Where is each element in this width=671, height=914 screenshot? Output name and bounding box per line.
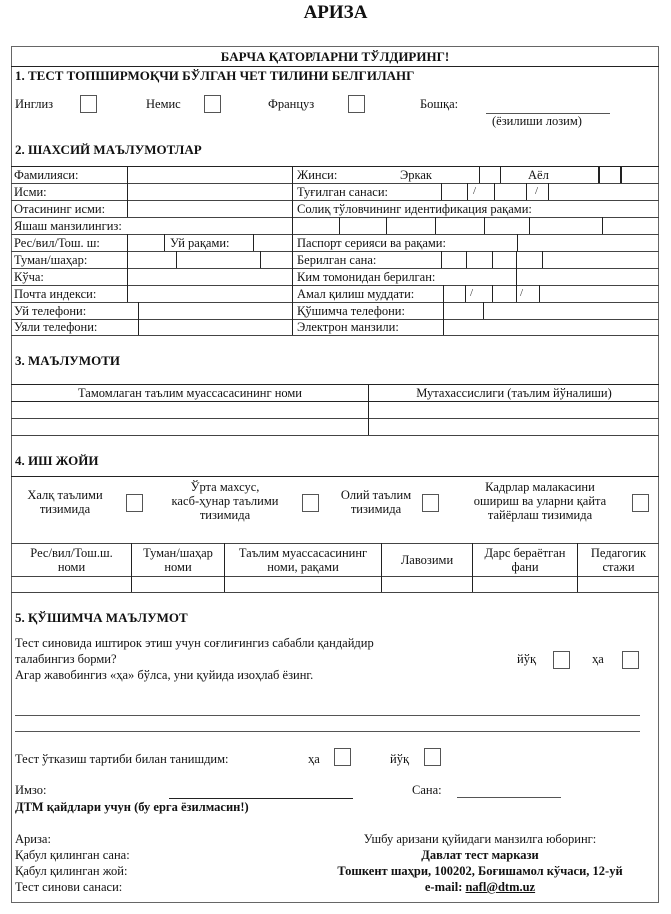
divider — [11, 384, 659, 385]
page-title: АРИЗА — [303, 2, 368, 23]
email-input[interactable] — [444, 320, 658, 335]
specialty-column-header: Мутахассислиги (таълим йўналиши) — [416, 386, 612, 400]
institution-input-1[interactable] — [12, 402, 367, 418]
section-3-heading: 3. МАЪЛУМОТИ — [15, 353, 120, 368]
work-subject-input[interactable] — [473, 577, 576, 592]
birth-date-input[interactable] — [442, 184, 642, 200]
validity-input[interactable] — [444, 286, 658, 302]
issue-date-label: Берилган сана: — [297, 253, 377, 267]
name-input[interactable] — [128, 184, 291, 200]
email-label: Электрон манзили: — [297, 320, 399, 334]
health-no-label: йўқ — [517, 652, 537, 666]
gender-female-label: Аёл — [528, 168, 549, 182]
divider — [11, 592, 659, 593]
home-phone-input[interactable] — [139, 303, 291, 319]
house-number-input[interactable] — [254, 235, 291, 251]
banner: БАРЧА ҚАТОРЛАРНИ ТЎЛДИРИНГ! — [220, 49, 450, 64]
work-institution-input[interactable] — [225, 577, 380, 592]
header-line: Туман/шаҳар — [143, 546, 213, 560]
section-5-heading: 5. ҚЎШИМЧА МАЪЛУМОТ — [15, 610, 188, 625]
gender-label: Жинси: — [297, 168, 338, 182]
mobile-phone-label: Уяли телефони: — [14, 320, 98, 334]
postcode-input[interactable] — [128, 286, 291, 302]
divider — [11, 66, 659, 67]
name-label: Исми: — [14, 185, 47, 199]
date-input[interactable] — [457, 797, 561, 798]
surname-label: Фамилияси: — [14, 168, 79, 182]
option-english-label: Инглиз — [15, 97, 54, 111]
rules-yes-label: ҳа — [308, 752, 320, 766]
work-region-input[interactable] — [12, 577, 130, 592]
health-yes-label: ҳа — [592, 652, 604, 666]
divider — [292, 166, 293, 335]
street-label: Кўча: — [14, 270, 44, 284]
header-line: номи — [57, 560, 86, 574]
divider — [500, 166, 501, 183]
option-english-checkbox[interactable] — [80, 95, 97, 113]
dtm-note: ДТМ қайдлари учун (бу ерга ёзилмасин!) — [15, 800, 249, 814]
divider — [11, 476, 659, 477]
label-line: тизимида — [39, 502, 91, 516]
patronymic-label: Отасининг исми: — [14, 202, 106, 216]
street-input[interactable] — [128, 269, 291, 285]
health-no-checkbox[interactable] — [553, 651, 570, 669]
health-yes-checkbox[interactable] — [622, 651, 639, 669]
divider — [620, 166, 622, 183]
label-line: тизимида — [199, 508, 251, 522]
header-line: Таълим муассасасининг — [238, 546, 368, 560]
region-label: Рес/вил/Тош. ш: — [14, 236, 100, 250]
option-french-label: Француз — [268, 97, 315, 111]
label-line: Кадрлар малакасини — [485, 480, 595, 494]
option-other-label: Бошқа: — [420, 97, 459, 111]
system-public-education-label — [15, 488, 115, 516]
label-line: Халқ таълими — [27, 488, 103, 502]
header-line: номи, рақами — [267, 560, 339, 574]
header-line: Дарс бераётган — [484, 546, 566, 560]
signature-label: Имзо: — [15, 783, 47, 797]
label-line: Олий таълим — [340, 488, 412, 502]
send-to-text: Ушбу аризани қуйидаги манзилга юборинг: — [363, 832, 597, 846]
header-line: фани — [511, 560, 539, 574]
health-question-line2: талабингиз борми? — [15, 652, 117, 666]
footer-test-date-label: Тест синови санаси: — [15, 880, 123, 894]
system-retraining-checkbox[interactable] — [632, 494, 649, 512]
label-line: ошириш ва уларни қайта — [473, 494, 607, 508]
issue-date-input[interactable] — [442, 252, 658, 268]
divider — [11, 543, 659, 544]
date-separator: / — [473, 185, 477, 197]
work-column-experience — [578, 546, 659, 574]
health-explanation-line-1[interactable] — [15, 715, 640, 716]
address-label: Яшаш манзилингиз: — [14, 219, 122, 233]
section-2-heading: 2. ШАХСИЙ МАЪЛУМОТЛАР — [15, 142, 202, 157]
divider — [443, 302, 444, 319]
gender-male-checkbox[interactable] — [480, 167, 499, 183]
district-label: Туман/шаҳар: — [14, 253, 88, 267]
footer-received-date-label: Қабул қилинган сана: — [15, 848, 130, 862]
gender-female-checkbox[interactable] — [600, 167, 619, 183]
org-address: Тошкент шаҳри, 100202, Боғишамол кўчаси, 12-уй — [337, 864, 623, 878]
postcode-label: Почта индекси: — [14, 287, 97, 301]
org-email-row — [300, 880, 660, 894]
option-other-hint: (ёзилиши лозим) — [492, 114, 582, 128]
rules-yes-checkbox[interactable] — [334, 748, 351, 766]
mobile-phone-input[interactable] — [139, 320, 291, 335]
option-french-checkbox[interactable] — [348, 95, 365, 113]
divider — [164, 234, 165, 251]
date-separator: / — [535, 185, 539, 197]
work-experience-input[interactable] — [578, 577, 658, 592]
divider — [11, 335, 659, 336]
health-question-line3: Агар жавобингиз «ҳа» бўлса, уни қуйида изоҳлаб ёзинг. — [15, 668, 314, 682]
rules-no-checkbox[interactable] — [424, 748, 441, 766]
divider — [11, 200, 659, 201]
patronymic-input[interactable] — [128, 201, 291, 217]
work-column-institution — [225, 546, 381, 574]
extra-phone-label: Қўшимча телефони: — [297, 304, 405, 318]
system-vocational-label — [155, 480, 295, 522]
validity-label: Амал қилиш муддати: — [297, 287, 415, 301]
date-label: Сана: — [412, 783, 442, 797]
option-german-label: Немис — [146, 97, 181, 111]
rules-no-label: йўқ — [390, 752, 410, 766]
institution-input-2[interactable] — [12, 419, 367, 435]
footer-application-label: Ариза: — [15, 832, 51, 846]
tin-input[interactable] — [293, 218, 658, 234]
option-german-checkbox[interactable] — [204, 95, 221, 113]
label-line: тизимида — [350, 502, 402, 516]
region-input[interactable] — [128, 235, 163, 251]
work-column-district — [132, 546, 224, 574]
label-line: тайёрлаш тизимида — [487, 508, 593, 522]
surname-input[interactable] — [128, 167, 291, 183]
extra-phone-input[interactable] — [484, 303, 658, 319]
divider — [11, 166, 659, 167]
divider — [11, 435, 659, 436]
issued-by-input[interactable] — [517, 269, 658, 285]
issued-by-label: Ким томонидан берилган: — [297, 270, 436, 284]
passport-label: Паспорт серияси ва рақами: — [297, 236, 446, 250]
specialty-input-2[interactable] — [369, 419, 658, 435]
email-prefix: e-mail: — [424, 880, 466, 894]
section-1-heading: 1. ТЕСТ ТОПШИРМОҚЧИ БЎЛГАН ЧЕТ ТИЛИНИ БЕЛГИЛАНГ — [15, 68, 415, 83]
rules-acknowledged-label: Тест ўтказиш тартиби билан танишдим: — [15, 752, 229, 766]
specialty-input-1[interactable] — [369, 402, 658, 418]
footer-received-place-label: Қабул қилинган жой: — [15, 864, 128, 878]
label-line: касб-ҳунар таълими — [171, 494, 279, 508]
header-line: номи — [164, 560, 192, 574]
work-district-input[interactable] — [132, 577, 223, 592]
gender-male-label: Эркак — [400, 168, 433, 182]
org-name: Давлат тест маркази — [421, 848, 539, 862]
birth-date-label: Туғилган санаси: — [297, 185, 389, 199]
system-retraining-label — [460, 480, 620, 522]
header-line: Рес/вил/Тош.ш. — [30, 546, 113, 560]
date-separator: / — [520, 287, 524, 299]
date-separator: / — [470, 287, 474, 299]
work-position-input[interactable] — [382, 577, 471, 592]
system-higher-education-checkbox[interactable] — [422, 494, 439, 512]
tin-label: Солиқ тўловчининг идентификация рақами: — [297, 202, 532, 216]
label-line: Ўрта махсус, — [190, 480, 260, 494]
house-number-label: Уй рақами: — [170, 236, 230, 250]
health-question-line1: Тест синовида иштирок этиш учун соғлиғингиз сабабли қандайдир — [15, 636, 374, 650]
system-public-education-checkbox[interactable] — [126, 494, 143, 512]
district-input[interactable] — [128, 252, 291, 268]
health-explanation-line-2[interactable] — [15, 731, 640, 732]
section-4-heading: 4. ИШ ЖОЙИ — [15, 453, 99, 468]
passport-input[interactable] — [518, 235, 658, 251]
institution-column-header: Тамомлаган таълим муассасасининг номи — [77, 386, 303, 400]
home-phone-label: Уй телефони: — [14, 304, 87, 318]
work-column-subject — [473, 546, 577, 574]
work-column-position: Лавозими — [400, 553, 454, 567]
header-line: стажи — [602, 560, 635, 574]
email-link[interactable]: nafl@dtm.uz — [465, 880, 536, 894]
system-higher-education-label — [333, 488, 419, 516]
header-line: Педагогик — [590, 546, 647, 560]
work-column-region — [12, 546, 131, 574]
system-vocational-checkbox[interactable] — [302, 494, 319, 512]
signature-input[interactable] — [169, 798, 353, 799]
